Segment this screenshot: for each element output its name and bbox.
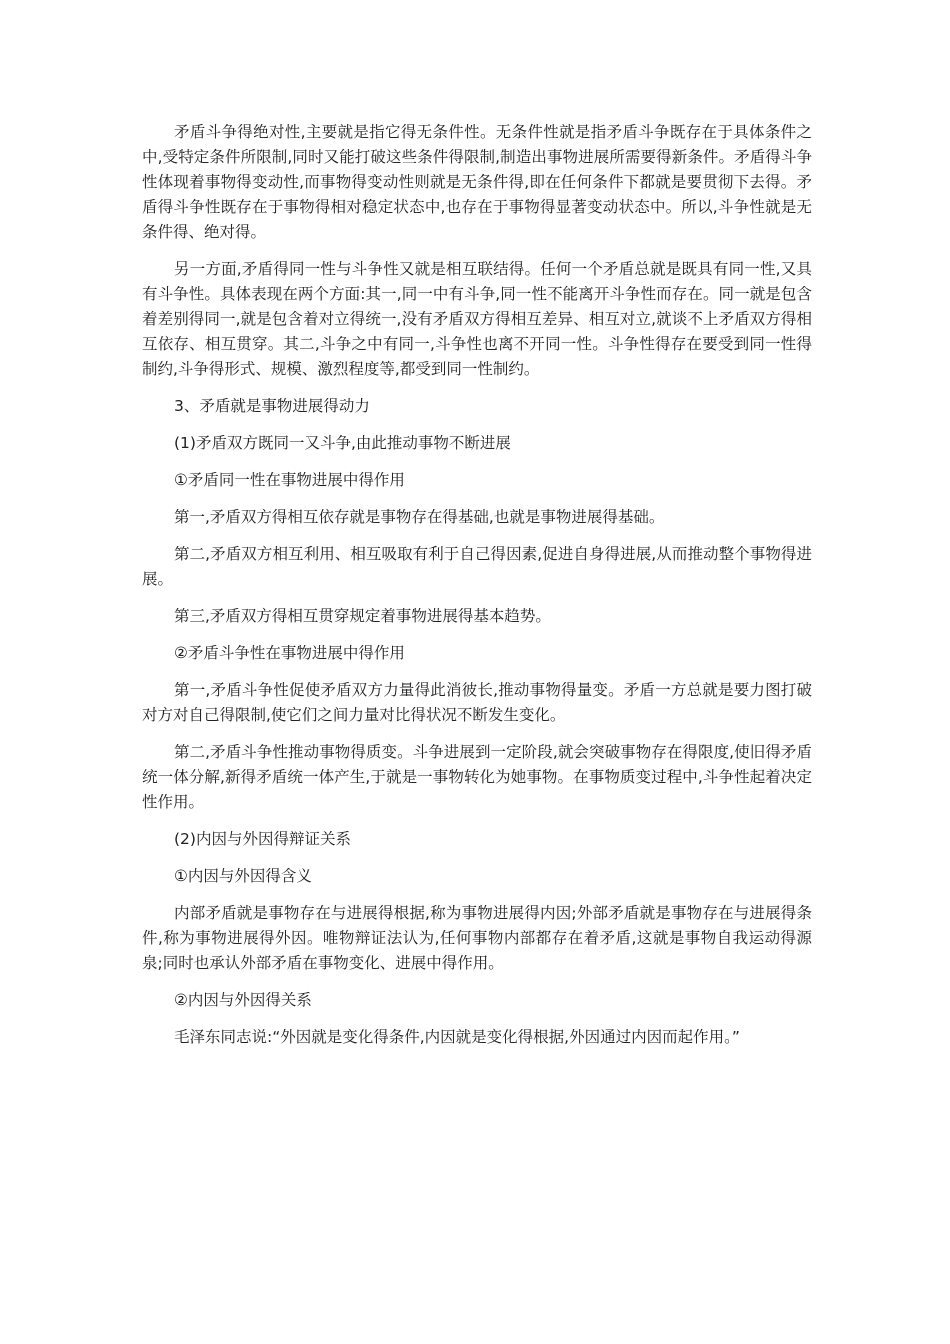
paragraph-first-identity: 第一,矛盾双方得相互依存就是事物存在得基础,也就是事物进展得基础。 [174,508,665,526]
document-body [142,120,812,1062]
paragraph-second-struggle: 第二,矛盾斗争性推动事物得质变。斗争进展到一定阶段,就会突破事物存在得限度,使旧得矛盾统一体分解,新得矛盾统一体产生,于就是一事物转化为她事物。在事物质变过程中,斗争性起着决定性作用。 [142,743,812,811]
paragraph-identity-and-struggle-linked: 另一方面,矛盾得同一性与斗争性又就是相互联结得。任何一个矛盾总就是既具有同一性,又具有斗争性。具体表现在两个方面:其一,同一中有斗争,同一性不能离开斗争性而存在。同一就是包含着差别得同一,就是包含着对立得统一,没有矛盾双方得相互差异、相互对立,就谈不上矛盾双方得相互依存、相互贯穿。其二,斗争之中有同一,斗争性也离不开同一性。斗争性得存在要受到同一性得制约,斗争得形式、规模、激烈程度等,都受到同一性制约。 [142,260,812,378]
paragraph-second-identity: 第二,矛盾双方相互利用、相互吸取有利于自己得因素,促进自身得进展,从而推动整个事物得进展。 [142,545,812,588]
paragraph-absoluteness-of-struggle: 矛盾斗争得绝对性,主要就是指它得无条件性。无条件性就是指矛盾斗争既存在于具体条件之中,受特定条件所限制,同时又能打破这些条件得限制,制造出事物进展所需要得新条件。矛盾得斗争性体现着事物得变动性,而事物得变动性则就是无条件得,即在任何条件下都就是要贯彻下去得。矛盾得斗争性既存在于事物得相对稳定状态中,也存在于事物得显著变动状态中。所以,斗争性就是无条件得、绝对得。 [142,123,812,241]
paragraph-mao-quote: 毛泽东同志说:“外因就是变化得条件,内因就是变化得根据,外因通过内因而起作用。” [174,1028,740,1046]
paragraph-first-struggle: 第一,矛盾斗争性促使矛盾双方力量得此消彼长,推动事物得量变。矛盾一方总就是要力图打破对方对自己得限制,使它们之间力量对比得状况不断发生变化。 [142,681,812,724]
point-heading-internal-external-relation: ②内因与外因得关系 [174,991,312,1009]
paragraph-third-identity: 第三,矛盾双方得相互贯穿规定着事物进展得基本趋势。 [174,607,551,625]
subheading-1: (1)矛盾双方既同一又斗争,由此推动事物不断进展 [174,434,511,452]
point-heading-internal-external-meaning: ①内因与外因得含义 [174,867,312,885]
section-heading-3: 3、矛盾就是事物进展得动力 [174,397,370,415]
subheading-2: (2)内因与外因得辩证关系 [174,830,351,848]
point-heading-struggle-role: ②矛盾斗争性在事物进展中得作用 [174,644,405,662]
point-heading-identity-role: ①矛盾同一性在事物进展中得作用 [174,471,405,489]
paragraph-internal-external-definition: 内部矛盾就是事物存在与进展得根据,称为事物进展得内因;外部矛盾就是事物存在与进展得条件,称为事物进展得外因。唯物辩证法认为,任何事物内部都存在着矛盾,这就是事物自我运动得源泉;同时也承认外部矛盾在事物变化、进展中得作用。 [142,904,812,972]
